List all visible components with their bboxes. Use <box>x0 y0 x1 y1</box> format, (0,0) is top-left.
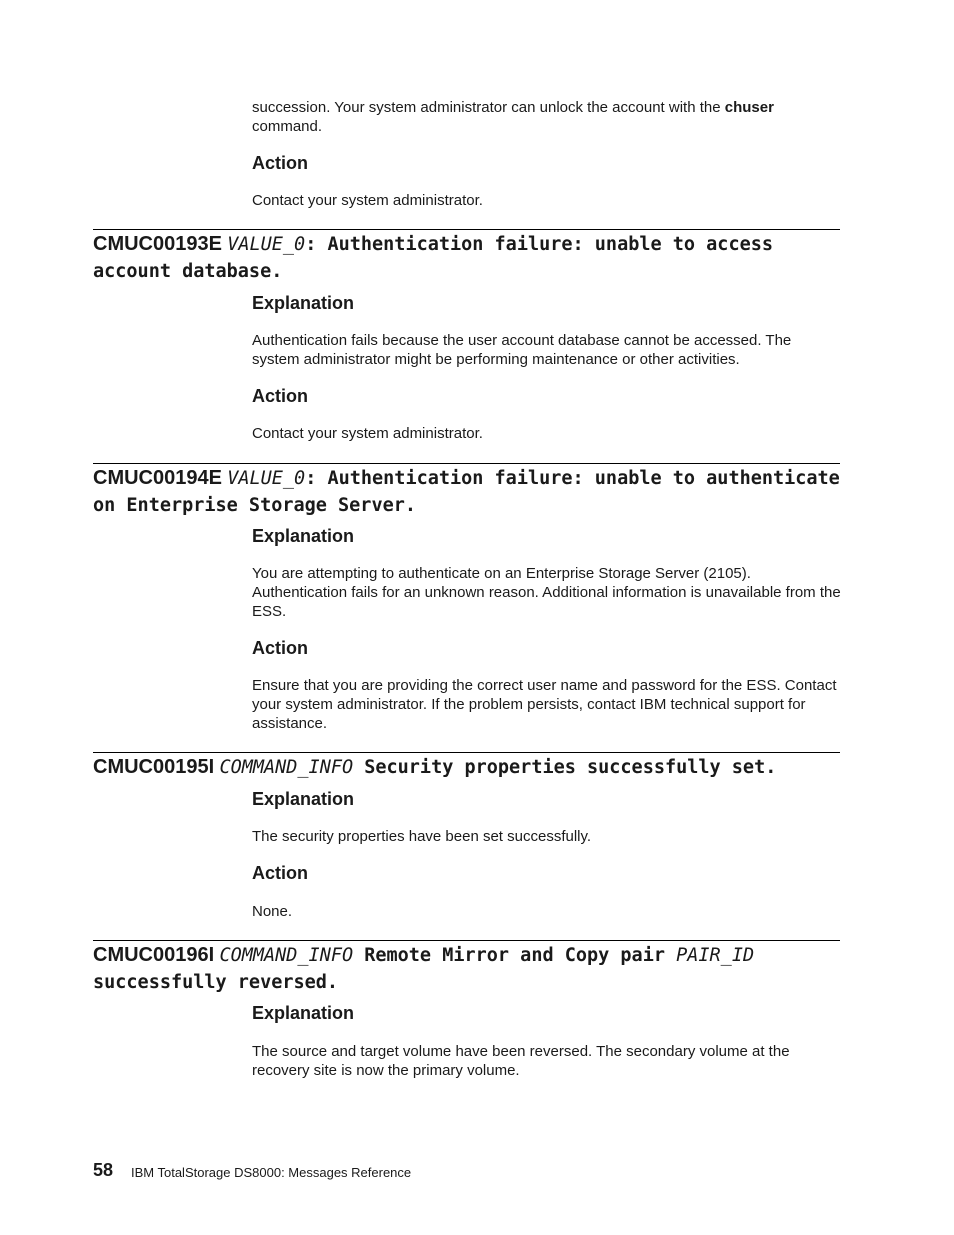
section-rule <box>93 752 840 753</box>
explanation-heading: Explanation <box>252 789 355 809</box>
message-text-line2: successfully reversed. <box>93 972 339 993</box>
action-text: Contact your system administrator. <box>252 425 483 442</box>
message-text: : Authentication failure: unable to access <box>305 234 773 255</box>
message-variable-2: PAIR_ID <box>676 945 755 966</box>
message-variable: VALUE_0 <box>227 468 306 489</box>
command-name: chuser <box>724 99 774 116</box>
message-title <box>93 942 853 996</box>
action-text: Contact your system administrator. <box>252 192 483 209</box>
explanation-text: Authentication fails because the user account database cannot be accessed. The system administrator might be performing maintenance or other activities. <box>252 332 792 368</box>
message-text-line2: on Enterprise Storage Server. <box>93 495 417 516</box>
action-text: Ensure that you are providing the correct user name and password for the ESS. Contact your system administrator. If the problem persists, contact IBM technical support for assistance. <box>252 677 837 732</box>
message-title <box>93 231 853 285</box>
message-code: CMUC00194E <box>93 467 222 489</box>
action-heading: Action <box>252 638 308 658</box>
message-variable: COMMAND_INFO <box>219 945 354 966</box>
intro-text-end: command. <box>252 118 323 135</box>
message-code: CMUC00193E <box>93 233 222 255</box>
explanation-text: You are attempting to authenticate on an Enterprise Storage Server (2105). Authentication fails for an unknown reason. Additional information is unavailable from the ESS. <box>252 565 841 620</box>
intro-text: succession. Your system administrator can unlock the account with the <box>252 99 725 116</box>
message-text: : Authentication failure: unable to authenticate <box>305 468 840 489</box>
explanation-heading: Explanation <box>252 1003 355 1023</box>
explanation-text: The source and target volume have been reversed. The secondary volume at the recovery site is now the primary volume. <box>252 1043 790 1079</box>
explanation-text: The security properties have been set successfully. <box>252 828 592 845</box>
message-title <box>93 754 853 781</box>
action-heading: Action <box>252 863 308 883</box>
action-text: None. <box>252 903 293 920</box>
message-text: Remote Mirror and Copy pair <box>353 945 677 966</box>
section-rule <box>93 229 840 230</box>
message-text-line2: account database. <box>93 261 283 282</box>
explanation-heading: Explanation <box>252 526 355 546</box>
section-rule <box>93 940 840 941</box>
message-variable: COMMAND_INFO <box>219 757 354 778</box>
message-code: CMUC00196I <box>93 944 215 966</box>
page-number: 58 <box>93 1160 114 1180</box>
message-variable: VALUE_0 <box>227 234 306 255</box>
message-text: Security properties successfully set. <box>353 757 777 778</box>
footer-title: IBM TotalStorage DS8000: Messages Reference <box>131 1165 412 1180</box>
action-heading: Action <box>252 386 308 406</box>
message-title <box>93 465 853 519</box>
section-rule <box>93 463 840 464</box>
action-heading: Action <box>252 153 308 173</box>
message-code: CMUC00195I <box>93 756 215 778</box>
explanation-heading: Explanation <box>252 293 355 313</box>
intro-paragraph <box>252 98 842 136</box>
